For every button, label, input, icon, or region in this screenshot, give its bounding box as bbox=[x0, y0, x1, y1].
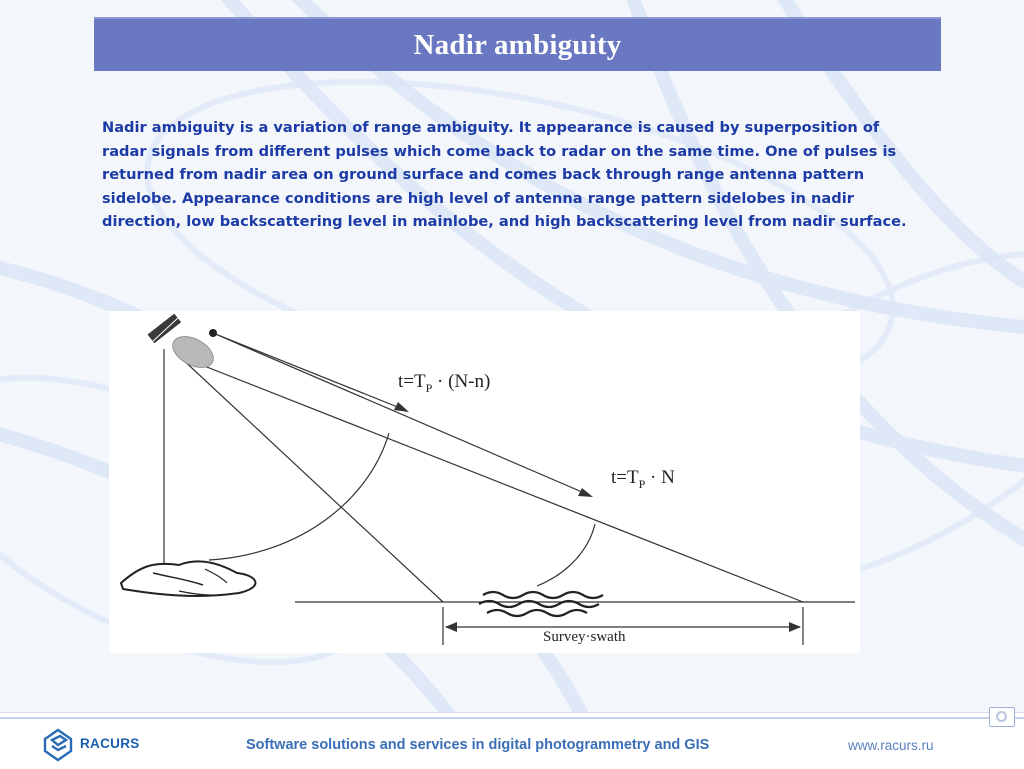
arrowhead-pulse-nn bbox=[394, 402, 409, 412]
website-link[interactable]: www.racurs.ru bbox=[848, 738, 934, 753]
range-arc-far bbox=[537, 524, 595, 586]
title-bar bbox=[94, 17, 941, 71]
footer bbox=[0, 712, 1024, 769]
beam-far-edge bbox=[179, 356, 803, 602]
label-pulse-n-minus-n: $t=T_P \cdot (N-n)$ bbox=[398, 371, 491, 395]
satellite-icon bbox=[148, 314, 219, 374]
swath-label: Survey·swath bbox=[543, 629, 626, 645]
range-arc-near bbox=[209, 433, 389, 560]
arrowhead-swath-right bbox=[789, 622, 801, 632]
ring-icon bbox=[996, 711, 1007, 722]
footer-tagline: Software solutions and services in digital photogrammetry and GIS bbox=[246, 737, 710, 753]
arrowhead-swath-left bbox=[445, 622, 457, 632]
arrowhead-pulse-n bbox=[578, 488, 593, 497]
nadir-ambiguity-diagram bbox=[109, 311, 860, 653]
racurs-logo-icon bbox=[40, 727, 76, 763]
return-icon[interactable] bbox=[989, 707, 1015, 727]
pulse-line-n bbox=[213, 333, 589, 495]
water-waves-icon bbox=[479, 592, 603, 616]
footer-divider bbox=[0, 717, 1024, 719]
logo-text: RACURS bbox=[80, 736, 140, 751]
pulse-line-n-minus-n bbox=[213, 333, 405, 410]
body-paragraph: Nadir ambiguity is a variation of range ambiguity. It appearance is caused by superposition of radar signals from different pulses which come back to radar on the same time. One of pulses is returned from nadir area on ground surface and comes back through range antenna pattern sidelobe. Appearance conditions are high level of antenna range pattern sidelobes in nadir direction, low backscattering level in mainlobe, and high backscattering level from nadir surface. bbox=[102, 119, 907, 230]
diagram-drawing bbox=[109, 311, 860, 653]
label-pulse-n: $t=T_P \cdot N$ bbox=[611, 467, 675, 491]
hill-icon bbox=[121, 561, 255, 596]
slide-title: Nadir ambiguity bbox=[413, 28, 622, 61]
